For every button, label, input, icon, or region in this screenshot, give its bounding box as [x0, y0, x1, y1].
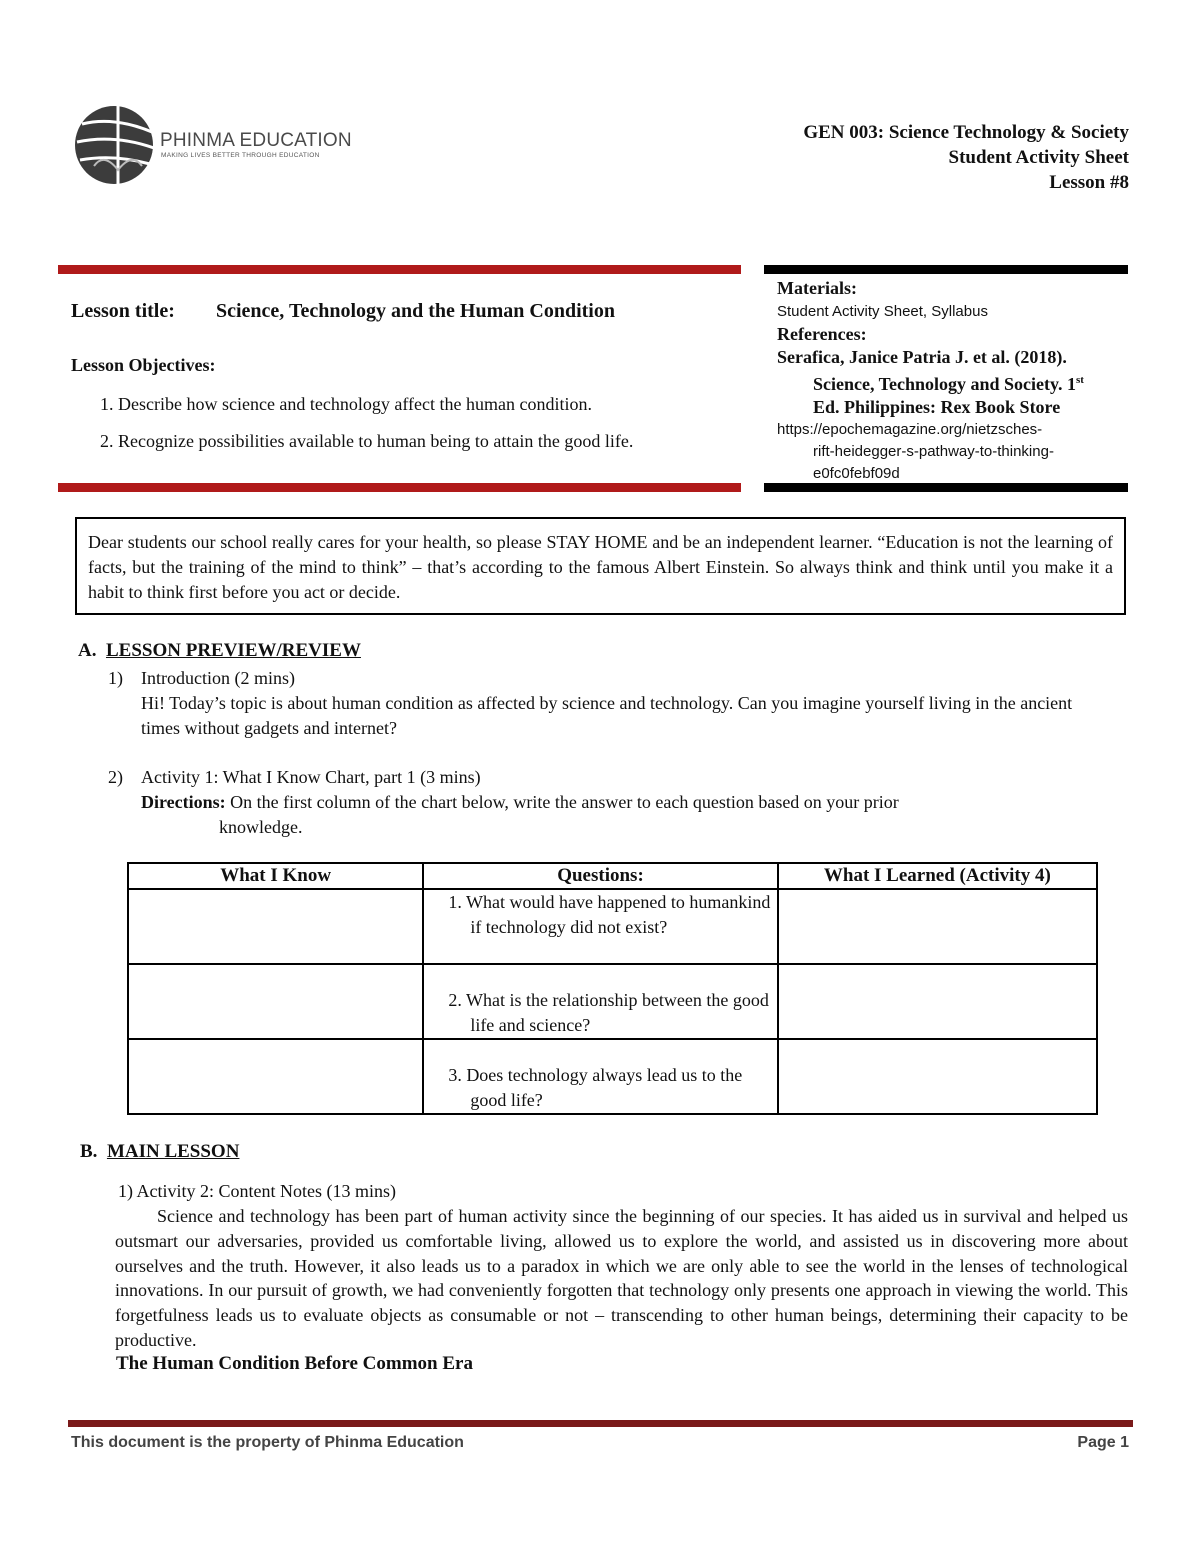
- reference-url: https://epochemagazine.org/nietzsches-: [777, 421, 1043, 438]
- divider-bar: [764, 265, 1128, 274]
- notice-box: Dear students our school really cares for your health, so please STAY HOME and be an independent learner. “Education is not the learning of facts, but the training of the mind to think” – that’s according to the famous Albert Einstein. So always think and think until you make it a habit to think first before you act or decide.: [75, 517, 1126, 615]
- column-header: What I Learned (Activity 4): [778, 863, 1097, 889]
- course-header: [803, 120, 1129, 195]
- column-header: What I Know: [128, 863, 423, 889]
- course-title: GEN 003: Science Technology & Society: [803, 122, 1129, 143]
- answer-cell[interactable]: [128, 889, 423, 964]
- reference-line: Ed. Philippines: Rex Book Store: [813, 397, 1061, 417]
- divider-bar: [58, 483, 741, 492]
- footer-ownership: This document is the property of Phinma Education: [71, 1434, 464, 1451]
- answer-cell[interactable]: [128, 964, 423, 1039]
- logo-tagline: MAKING LIVES BETTER THROUGH EDUCATION: [161, 152, 320, 159]
- learned-cell[interactable]: [778, 889, 1097, 964]
- objectives-list: [100, 392, 720, 466]
- table-header-row: [128, 863, 1097, 889]
- table-row: [128, 1039, 1097, 1114]
- content-notes-body: Science and technology has been part of human activity since the beginning of our species. It has aided us in survival and helped us outsmart our adversaries, provided us comfortable living, allowed us to explore the world, and assisted us in discovering more about ourselves and the truth. However, it also leads us to a paradox in which we are only able to see the world in the lenses of technological innovations. In our pursuit of growth, we had conveniently forgotten that technology only presents one approach in viewing the world. This forgetfulness leads us to evaluate objects as consumable or not – transcending to other human beings, determining their capacity to be productive.: [115, 1206, 1128, 1350]
- reference-url: e0fc0febf09d: [813, 465, 900, 482]
- reference-line: Serafica, Janice Patria J. et al. (2018).: [777, 347, 1067, 367]
- materials-items: Student Activity Sheet, Syllabus: [777, 303, 988, 320]
- what-i-know-chart: [127, 862, 1098, 1115]
- lesson-title-label: Lesson title:: [71, 300, 175, 322]
- objectives-heading: Lesson Objectives:: [71, 355, 216, 375]
- question-cell: 1. What would have happened to humankind if technology did not exist?: [423, 889, 777, 964]
- logo-name: PHINMA EDUCATION: [160, 130, 352, 151]
- activity2-title: 1) Activity 2: Content Notes (13 mins): [118, 1181, 396, 1201]
- lesson-number: Lesson #8: [1049, 172, 1129, 193]
- objective-item: 1. Describe how science and technology affect the human condition.: [100, 394, 593, 414]
- section-b-heading: B. MAIN LESSON: [80, 1141, 240, 1162]
- objective-item: 2. Recognize possibilities available to human being to attain the good life.: [100, 431, 634, 451]
- document-type: Student Activity Sheet: [948, 147, 1129, 168]
- table-row: [128, 964, 1097, 1039]
- introduction-body: Hi! Today’s topic is about human condition as affected by science and technology. Can you imagine yourself living in the ancient times without gadgets and internet?: [141, 693, 1073, 738]
- question-cell: 2. What is the relationship between the good life and science?: [423, 964, 777, 1039]
- table-row: [128, 889, 1097, 964]
- page-number: Page 1: [1077, 1434, 1129, 1451]
- logo-globe-icon: [74, 104, 158, 186]
- references-heading: References:: [777, 324, 867, 344]
- learned-cell[interactable]: [778, 1039, 1097, 1114]
- materials-heading: Materials:: [777, 278, 857, 298]
- lesson-title-row: [71, 300, 615, 323]
- learned-cell[interactable]: [778, 964, 1097, 1039]
- phinma-logo: [74, 104, 352, 186]
- answer-cell[interactable]: [128, 1039, 423, 1114]
- reference-line: Science, Technology and Society. 1st: [813, 374, 1084, 394]
- introduction-title: 1) Introduction (2 mins): [108, 668, 295, 688]
- question-cell: 3. Does technology always lead us to the good life?: [423, 1039, 777, 1114]
- section-a-heading: A. LESSON PREVIEW/REVIEW: [78, 640, 361, 661]
- column-header: Questions:: [423, 863, 777, 889]
- materials-panel: [777, 277, 1122, 485]
- lesson-title: Science, Technology and the Human Condition: [216, 300, 615, 322]
- content-subheading: The Human Condition Before Common Era: [116, 1353, 473, 1374]
- reference-url: rift-heidegger-s-pathway-to-thinking-: [813, 443, 1054, 460]
- activity1-title: 2) Activity 1: What I Know Chart, part 1 (3 mins): [108, 767, 481, 787]
- divider-bar: [58, 265, 741, 274]
- activity1-directions: Directions: On the first column of the chart below, write the answer to each question based on your prior knowledge.: [141, 792, 899, 837]
- footer-divider: [68, 1420, 1133, 1427]
